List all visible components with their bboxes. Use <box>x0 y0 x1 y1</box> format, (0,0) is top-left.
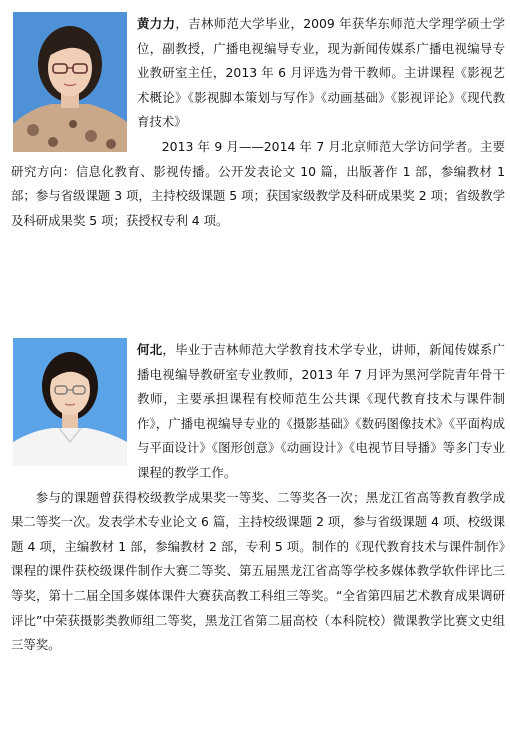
profile-paragraph: 参与的课题曾获得校级教学成果奖一等奖、二等奖各一次；黑龙江省高等教育教学成果二等奖一次。发表学术专业论文 6 篇，主持校级课题 2 项，参与省级课题 4 项、校级课题 4 项，主编教材 1 部，参编教材 2 部，专利 5 项。制作的《现代教育技术与课件制作》课程的课件获校级课件制作大赛二等奖、第五届黑龙江省高等学校多媒体教学软件评比三等奖，第十二届全国多媒体课件大赛获高教工科组三等奖。“全省第四届艺术教育成果调研评比”中荣获摄影类教师组二等奖，黑龙江省第二届高校（本科院校）微课教学比赛文史组三等奖。 <box>11 489 505 653</box>
profile-huang-lili <box>0 12 510 233</box>
profile-name: 黄力力 <box>137 16 176 31</box>
profile-he-bei <box>0 338 510 658</box>
profile-name: 何北 <box>137 342 163 357</box>
portrait-figure-illustration <box>13 12 127 152</box>
portrait-figure-illustration <box>13 338 127 466</box>
profile-intro-text: ，毕业于吉林师范大学教育技术学专业，讲师，新闻传媒系广播电视编导教研室专业教师，2013 年 7 月评为黑河学院青年骨干教师，主要承担课程有校师范生公共课《现代教育技术与课件制作》，广播电视编导专业的《摄影基础》《数码图像技术》《平面构成与平面设计》《图形创意》《动画设计》《电视节目导播》等多门专业课程的教学工作。 <box>137 342 506 480</box>
portrait-photo <box>13 12 127 152</box>
profile-paragraph: 2013 年 9 月——2014 年 7 月北京师范大学访问学者。主要研究方向：信息化教育、影视传播。公开发表论文 10 篇，出版著作 1 部，参编教材 1 部；参与省级课题 3 项，主持校级课题 5 项；获国家级教学及科研成果奖 2 项；省级教学及科研成果奖 5 项；获授权专利 4 项。 <box>11 138 505 228</box>
portrait-photo <box>13 338 127 466</box>
profile-intro-text: ，吉林师范大学毕业，2009 年获华东师范大学理学硕士学位，副教授，广播电视编导专业，现为新闻传媒系广播电视编导专业教研室主任，2013 年 6 月评选为骨干教师。主讲课程《影视艺术概论》《影视脚本策划与写作》《动画基础》《影视评论》《现代教育技术》 <box>137 16 505 130</box>
